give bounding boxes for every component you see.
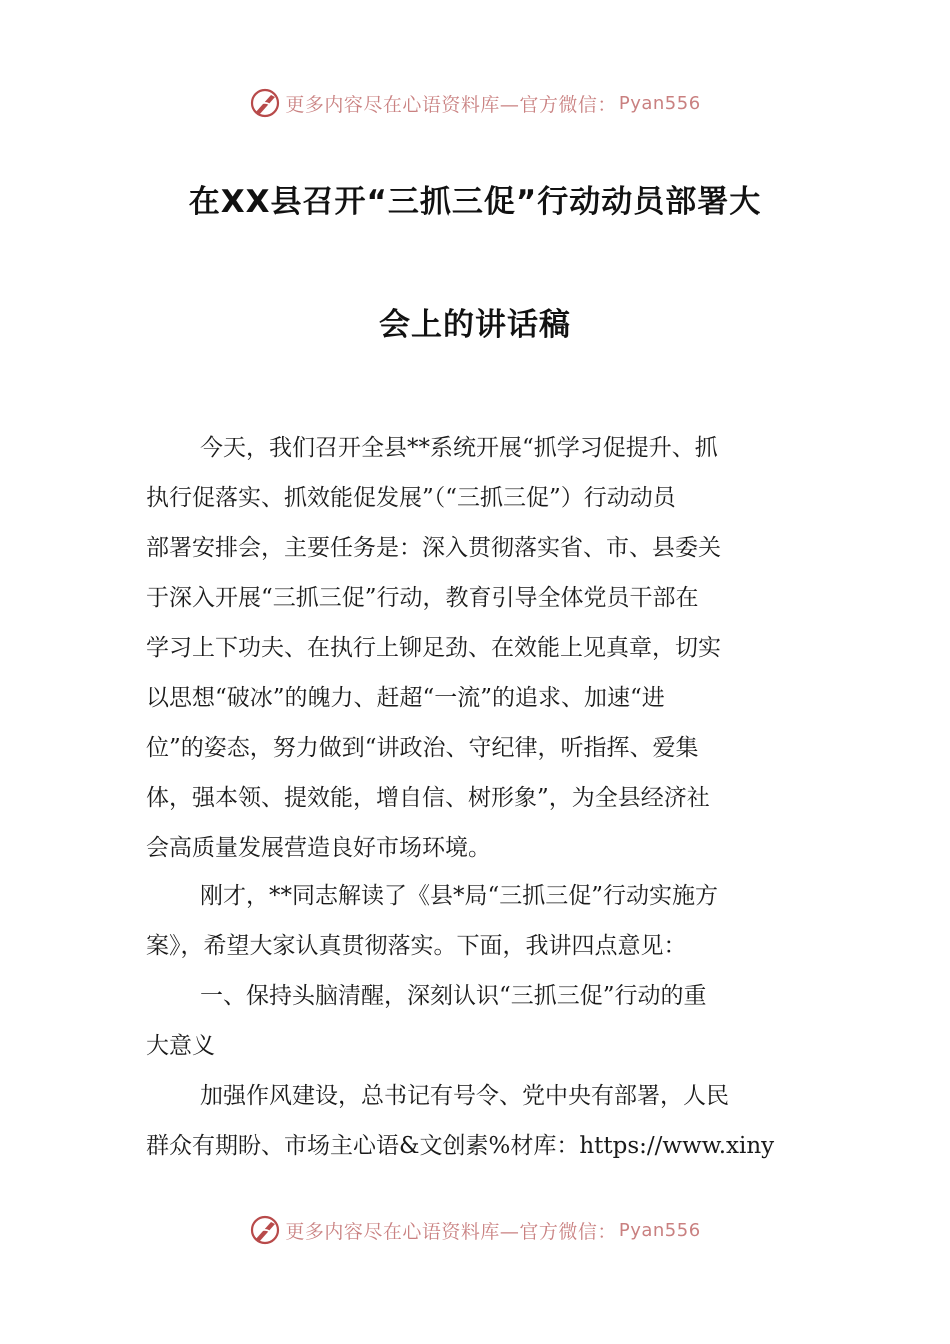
pen-circle-logo-icon xyxy=(249,87,281,119)
watermark-text: 更多内容尽在心语资料库—官方微信： xyxy=(285,93,617,116)
watermark-footer xyxy=(0,1213,950,1247)
body-line-6: 以思想“破冰”的魄力、赶超“一流”的追求、加速“进 xyxy=(146,685,665,711)
body-line-2: 执行促落实、抓效能促发展”（“三抓三促”）行动动员 xyxy=(146,485,676,511)
watermark-header xyxy=(0,86,950,120)
watermark-id: Pyan556 xyxy=(618,1219,701,1241)
section-heading-1-line-2: 大意义 xyxy=(146,1033,215,1059)
document-title-line-2: 会上的讲话稿 xyxy=(379,307,571,343)
body-line-9: 会高质量发展营造良好市场环境。 xyxy=(146,835,491,861)
body-line-1: 今天，我们召开全县**系统开展“抓学习促提升、抓 xyxy=(200,435,718,461)
watermark-text: 更多内容尽在心语资料库—官方微信： xyxy=(285,1220,617,1243)
body-line-5: 学习上下功夫、在执行上铆足劲、在效能上见真章，切实 xyxy=(146,635,721,661)
body-line-7: 位”的姿态，努力做到“讲政治、守纪律，听指挥、爱集 xyxy=(146,735,699,761)
body-line-4: 于深入开展“三抓三促”行动，教育引导全体党员干部在 xyxy=(146,585,699,611)
body-line-10: 刚才，**同志解读了《县*局“三抓三促”行动实施方 xyxy=(200,883,719,909)
document-title-line-1: 在XX县召开“三抓三促”行动动员部署大 xyxy=(188,184,762,220)
body-line-11: 案》，希望大家认真贯彻落实。下面，我讲四点意见： xyxy=(146,933,687,959)
body-line-15: 群众有期盼、市场主心语&文创素%材库：https://www.xiny xyxy=(146,1133,775,1159)
body-line-8: 体，强本领、提效能，增自信、树形象”，为全县经济社 xyxy=(146,785,710,811)
pen-circle-logo-icon xyxy=(249,1214,281,1246)
body-line-14: 加强作风建设，总书记有号令、党中央有部署，人民 xyxy=(200,1083,729,1109)
watermark-id: Pyan556 xyxy=(618,92,701,114)
section-heading-1-line-1: 一、保持头脑清醒，深刻认识“三抓三促”行动的重 xyxy=(200,983,707,1009)
body-line-3: 部署安排会，主要任务是：深入贯彻落实省、市、县委关 xyxy=(146,535,721,561)
